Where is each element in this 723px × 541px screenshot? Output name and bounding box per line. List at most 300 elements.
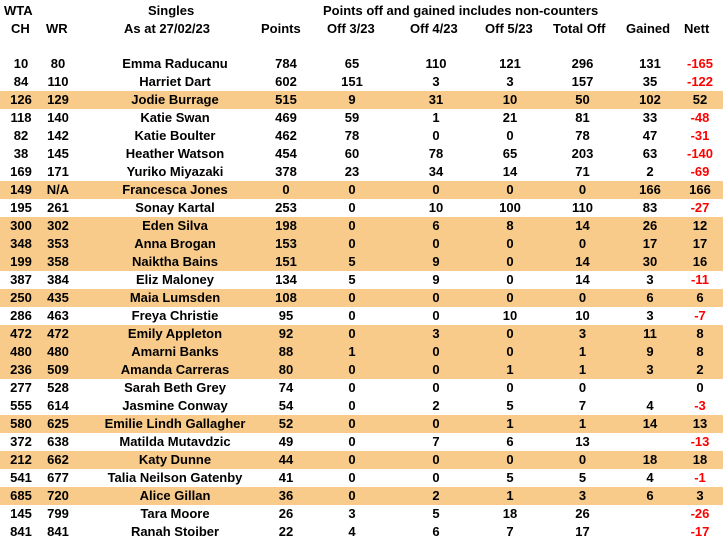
cell-off-5-23: 121 — [499, 56, 521, 71]
cell-player-name: Matilda Mutavdzic — [119, 434, 231, 449]
cell-player-name: Maia Lumsden — [129, 290, 221, 305]
cell-nett: -3 — [694, 398, 706, 413]
cell-wr: 509 — [47, 362, 69, 377]
cell-points: 378 — [275, 164, 297, 179]
cell-wr: 302 — [47, 218, 69, 233]
cell-off-3-23: 1 — [348, 344, 356, 359]
cell-nett: -48 — [690, 110, 710, 125]
cell-off-5-23: 0 — [506, 254, 514, 269]
cell-off-3-23: 60 — [344, 146, 360, 161]
cell-nett: 3 — [696, 488, 704, 503]
cell-off-5-23: 0 — [506, 380, 514, 395]
cell-nett: -69 — [690, 164, 710, 179]
cell-off-4-23: 0 — [432, 470, 440, 485]
cell-wr: 677 — [47, 470, 69, 485]
cell-wr: 638 — [47, 434, 69, 449]
cell-nett: 166 — [689, 182, 711, 197]
table-row — [0, 55, 723, 73]
cell-wr: 80 — [50, 56, 66, 71]
cell-ch: 236 — [10, 362, 32, 377]
cell-nett: -1 — [694, 470, 706, 485]
cell-off-4-23: 31 — [428, 92, 444, 107]
header-total-off: Total Off — [553, 21, 606, 36]
cell-points: 80 — [278, 362, 294, 377]
cell-player-name: Freya Christie — [131, 308, 219, 323]
cell-off-4-23: 0 — [432, 236, 440, 251]
cell-gained — [620, 505, 680, 523]
cell-ch: 145 — [10, 506, 32, 521]
cell-points: 153 — [275, 236, 297, 251]
cell-off-3-23: 0 — [348, 200, 356, 215]
cell-off-5-23: 0 — [506, 128, 514, 143]
cell-ch: 580 — [10, 416, 32, 431]
table-row — [0, 127, 723, 145]
cell-off-3-23: 0 — [348, 452, 356, 467]
cell-player-name: Emma Raducanu — [122, 56, 228, 71]
cell-ch: 82 — [13, 128, 29, 143]
cell-gained: 166 — [639, 182, 661, 197]
cell-player-name: Emily Appleton — [127, 326, 223, 341]
cell-nett: 13 — [692, 416, 708, 431]
cell-off-5-23: 10 — [502, 92, 518, 107]
cell-player-name: Anna Brogan — [134, 236, 216, 251]
cell-points: 22 — [278, 524, 294, 539]
cell-total-off: 7 — [578, 398, 587, 413]
cell-wr: 662 — [47, 452, 69, 467]
cell-total-off: 50 — [575, 92, 590, 107]
cell-nett: 6 — [696, 290, 704, 305]
cell-ch: 195 — [10, 200, 32, 215]
cell-off-3-23: 5 — [348, 272, 356, 287]
cell-points: 95 — [278, 308, 294, 323]
table-row — [0, 91, 723, 109]
cell-wr: 625 — [47, 416, 69, 431]
cell-wr: 140 — [47, 110, 69, 125]
cell-wr: 720 — [47, 488, 69, 503]
cell-off-3-23: 0 — [348, 182, 356, 197]
cell-player-name: Katy Dunne — [138, 452, 212, 467]
cell-total-off: 0 — [578, 182, 587, 197]
cell-player-name: Talia Neilson Gatenby — [107, 470, 243, 485]
cell-points: 151 — [275, 254, 297, 269]
cell-off-3-23: 0 — [348, 416, 356, 431]
cell-off-5-23: 21 — [502, 110, 518, 125]
cell-wr: 841 — [47, 524, 69, 539]
cell-off-4-23: 0 — [432, 362, 440, 377]
cell-total-off: 0 — [578, 380, 587, 395]
cell-ch: 277 — [10, 380, 32, 395]
cell-player-name: Alice Gillan — [139, 488, 211, 503]
cell-wr: 799 — [47, 506, 69, 521]
cell-nett: 2 — [696, 362, 704, 377]
cell-player-name: Eden Silva — [142, 218, 208, 233]
cell-total-off: 0 — [578, 236, 587, 251]
cell-total-off: 14 — [575, 272, 590, 287]
cell-off-5-23: 0 — [506, 182, 514, 197]
cell-nett: -140 — [686, 146, 714, 161]
cell-gained: 6 — [646, 488, 654, 503]
cell-off-5-23: 8 — [506, 218, 514, 233]
cell-off-3-23: 0 — [348, 398, 356, 413]
cell-gained: 63 — [642, 146, 658, 161]
cell-off-5-23: 65 — [502, 146, 518, 161]
cell-player-name: Tara Moore — [140, 506, 210, 521]
cell-player-name: Ranah Stoiber — [130, 524, 220, 539]
table-row — [0, 163, 723, 181]
cell-points: 54 — [278, 398, 294, 413]
cell-off-3-23: 59 — [344, 110, 360, 125]
cell-player-name: Amanda Carreras — [120, 362, 230, 377]
cell-ch: 300 — [10, 218, 32, 233]
cell-off-4-23: 1 — [432, 110, 440, 125]
table-row — [0, 325, 723, 343]
table-row — [0, 361, 723, 379]
table-row — [0, 451, 723, 469]
cell-off-4-23: 6 — [432, 524, 440, 539]
cell-gained — [620, 523, 680, 541]
cell-off-3-23: 0 — [348, 290, 356, 305]
cell-off-4-23: 0 — [432, 128, 440, 143]
cell-off-3-23: 0 — [348, 380, 356, 395]
table-row — [0, 253, 723, 271]
cell-points: 454 — [275, 146, 297, 161]
table-row — [0, 235, 723, 253]
cell-nett: 0 — [696, 380, 704, 395]
table-row — [0, 379, 723, 397]
cell-off-4-23: 0 — [432, 344, 440, 359]
cell-nett: -17 — [690, 524, 710, 539]
cell-wr: 528 — [47, 380, 69, 395]
cell-points: 602 — [275, 74, 297, 89]
cell-points: 88 — [278, 344, 294, 359]
cell-off-3-23: 3 — [348, 506, 356, 521]
cell-total-off: 14 — [575, 254, 590, 269]
cell-off-4-23: 0 — [432, 182, 440, 197]
cell-off-4-23: 9 — [432, 272, 440, 287]
cell-total-off: 10 — [575, 308, 590, 323]
cell-nett: 12 — [692, 218, 708, 233]
cell-points: 0 — [282, 182, 290, 197]
cell-player-name: Naiktha Bains — [132, 254, 218, 269]
cell-wr: 480 — [47, 344, 69, 359]
header-points: Points — [261, 21, 301, 36]
cell-gained: 2 — [646, 164, 654, 179]
cell-off-5-23: 0 — [506, 290, 514, 305]
cell-points: 108 — [275, 290, 297, 305]
cell-total-off: 78 — [575, 128, 590, 143]
cell-ch: 555 — [10, 398, 32, 413]
cell-off-5-23: 0 — [506, 326, 514, 341]
cell-points: 92 — [278, 326, 294, 341]
header-ch: CH — [11, 21, 30, 36]
cell-total-off: 71 — [575, 164, 590, 179]
cell-gained: 14 — [642, 416, 658, 431]
cell-off-3-23: 4 — [348, 524, 356, 539]
cell-points: 41 — [278, 470, 294, 485]
cell-gained: 30 — [642, 254, 658, 269]
header-wr: WR — [46, 21, 68, 36]
cell-off-3-23: 0 — [348, 434, 356, 449]
cell-points: 49 — [278, 434, 294, 449]
cell-off-3-23: 0 — [348, 308, 356, 323]
table-row — [0, 397, 723, 415]
cell-ch: 348 — [10, 236, 32, 251]
cell-ch: 84 — [13, 74, 29, 89]
cell-nett: 16 — [692, 254, 708, 269]
cell-ch: 38 — [13, 146, 29, 161]
cell-ch: 10 — [13, 56, 29, 71]
cell-off-5-23: 10 — [502, 308, 518, 323]
cell-points: 784 — [275, 56, 297, 71]
cell-gained: 3 — [646, 272, 654, 287]
cell-off-4-23: 3 — [432, 74, 440, 89]
cell-total-off: 296 — [571, 56, 594, 71]
cell-off-5-23: 100 — [499, 200, 521, 215]
header-gained: Gained — [626, 21, 671, 36]
cell-points: 52 — [278, 416, 294, 431]
cell-gained: 17 — [642, 236, 658, 251]
cell-off-3-23: 0 — [348, 488, 356, 503]
cell-wr: 261 — [47, 200, 69, 215]
header-off-3-23: Off 3/23 — [327, 21, 375, 36]
cell-wr: 472 — [47, 326, 69, 341]
cell-off-5-23: 1 — [506, 416, 514, 431]
cell-ch: 199 — [10, 254, 32, 269]
table-row — [0, 109, 723, 127]
cell-wr: 129 — [47, 92, 69, 107]
cell-total-off: 0 — [578, 452, 587, 467]
cell-off-5-23: 14 — [502, 164, 518, 179]
cell-nett: 18 — [692, 452, 708, 467]
cell-total-off: 1 — [578, 362, 587, 377]
cell-off-3-23: 9 — [348, 92, 356, 107]
cell-nett: 17 — [692, 236, 708, 251]
table-row — [0, 487, 723, 505]
cell-total-off: 17 — [575, 524, 590, 539]
cell-nett: 52 — [692, 92, 708, 107]
cell-player-name: Amarni Banks — [131, 344, 219, 359]
cell-total-off: 1 — [578, 416, 587, 431]
cell-off-4-23: 110 — [425, 56, 447, 71]
cell-ch: 685 — [10, 488, 32, 503]
header-off-4-23: Off 4/23 — [410, 21, 458, 36]
cell-gained: 4 — [646, 398, 654, 413]
cell-nett: -31 — [690, 128, 710, 143]
cell-off-4-23: 3 — [432, 326, 440, 341]
cell-off-5-23: 0 — [506, 344, 514, 359]
cell-points: 26 — [278, 506, 294, 521]
cell-off-5-23: 3 — [506, 74, 514, 89]
cell-off-4-23: 2 — [432, 488, 440, 503]
cell-wr: 614 — [47, 398, 69, 413]
cell-off-5-23: 0 — [506, 236, 514, 251]
cell-total-off: 13 — [575, 434, 590, 449]
cell-gained: 35 — [642, 74, 658, 89]
cell-player-name: Francesca Jones — [122, 182, 228, 197]
table-row — [0, 271, 723, 289]
cell-off-4-23: 0 — [432, 308, 440, 323]
cell-nett: -11 — [690, 272, 710, 287]
cell-nett: 8 — [696, 326, 704, 341]
cell-player-name: Katie Boulter — [134, 128, 216, 143]
cell-nett: -7 — [694, 308, 706, 323]
table-row — [0, 343, 723, 361]
cell-gained: 83 — [642, 200, 658, 215]
cell-off-4-23: 0 — [432, 290, 440, 305]
cell-gained — [620, 433, 680, 451]
cell-total-off: 157 — [571, 74, 594, 89]
cell-gained: 18 — [642, 452, 658, 467]
cell-off-3-23: 78 — [344, 128, 360, 143]
cell-ch: 126 — [10, 92, 32, 107]
cell-gained: 33 — [642, 110, 658, 125]
cell-off-3-23: 23 — [344, 164, 360, 179]
cell-total-off: 26 — [575, 506, 590, 521]
cell-points: 253 — [275, 200, 297, 215]
cell-ch: 372 — [10, 434, 32, 449]
cell-gained: 3 — [646, 308, 654, 323]
cell-player-name: Eliz Maloney — [135, 272, 215, 287]
cell-nett: -27 — [690, 200, 710, 215]
cell-ch: 212 — [10, 452, 32, 467]
cell-points: 198 — [275, 218, 297, 233]
cell-gained: 11 — [643, 326, 657, 341]
table-row — [0, 307, 723, 325]
cell-off-4-23: 78 — [428, 146, 444, 161]
cell-off-3-23: 0 — [348, 326, 356, 341]
table-row — [0, 469, 723, 487]
cell-player-name: Heather Watson — [125, 146, 225, 161]
cell-player-name: Harriet Dart — [139, 74, 211, 89]
cell-off-5-23: 5 — [506, 470, 514, 485]
cell-total-off: 5 — [578, 470, 587, 485]
cell-gained — [620, 379, 680, 397]
cell-total-off: 0 — [578, 290, 587, 305]
cell-off-4-23: 0 — [432, 452, 440, 467]
cell-ch: 841 — [10, 524, 32, 539]
cell-player-name: Yuriko Miyazaki — [126, 164, 224, 179]
cell-points: 462 — [275, 128, 297, 143]
cell-gained: 131 — [639, 56, 661, 71]
cell-off-4-23: 7 — [432, 434, 440, 449]
cell-off-3-23: 0 — [348, 236, 356, 251]
cell-off-3-23: 5 — [348, 254, 356, 269]
cell-nett: -26 — [690, 506, 710, 521]
cell-nett: 8 — [696, 344, 704, 359]
cell-ch: 541 — [10, 470, 32, 485]
cell-player-name: Jasmine Conway — [122, 398, 228, 413]
cell-total-off: 110 — [572, 200, 593, 215]
header-as-at: As at 27/02/23 — [124, 21, 211, 36]
cell-wr: 353 — [47, 236, 69, 251]
cell-wr: 110 — [47, 74, 69, 89]
cell-total-off: 3 — [578, 326, 587, 341]
cell-off-5-23: 1 — [506, 362, 514, 377]
table-row — [0, 433, 723, 451]
cell-off-4-23: 6 — [432, 218, 440, 233]
header-note: Points off and gained includes non-counters — [323, 3, 599, 18]
cell-off-3-23: 151 — [341, 74, 363, 89]
cell-wr: 384 — [47, 272, 69, 287]
cell-off-3-23: 65 — [344, 56, 360, 71]
cell-points: 36 — [278, 488, 294, 503]
cell-points: 134 — [275, 272, 297, 287]
cell-wr: 358 — [47, 254, 69, 269]
cell-ch: 149 — [10, 182, 32, 197]
cell-wr: 463 — [47, 308, 69, 323]
cell-ch: 118 — [10, 110, 32, 125]
cell-total-off: 3 — [578, 488, 587, 503]
cell-ch: 169 — [10, 164, 32, 179]
cell-gained: 4 — [646, 470, 654, 485]
cell-ch: 250 — [10, 290, 32, 305]
cell-gained: 47 — [642, 128, 658, 143]
cell-points: 515 — [275, 92, 297, 107]
cell-points: 74 — [278, 380, 294, 395]
table-row — [0, 505, 723, 523]
cell-ch: 472 — [10, 326, 32, 341]
cell-player-name: Emilie Lindh Gallagher — [104, 416, 246, 431]
cell-off-4-23: 34 — [428, 164, 444, 179]
cell-off-5-23: 0 — [506, 272, 514, 287]
cell-gained: 9 — [646, 344, 654, 359]
cell-off-5-23: 5 — [506, 398, 514, 413]
cell-nett: -13 — [690, 434, 710, 449]
cell-total-off: 203 — [571, 146, 594, 161]
table-row — [0, 145, 723, 163]
cell-off-5-23: 0 — [506, 452, 514, 467]
cell-nett: -165 — [686, 56, 714, 71]
table-row — [0, 415, 723, 433]
cell-off-4-23: 0 — [432, 416, 440, 431]
cell-total-off: 1 — [578, 344, 587, 359]
table-row — [0, 523, 723, 541]
table-row — [0, 73, 723, 91]
cell-gained: 6 — [646, 290, 654, 305]
cell-ch: 286 — [10, 308, 32, 323]
cell-off-5-23: 7 — [506, 524, 514, 539]
cell-wr: 435 — [47, 290, 69, 305]
table-row — [0, 181, 723, 199]
cell-off-4-23: 9 — [432, 254, 440, 269]
cell-off-5-23: 6 — [506, 434, 514, 449]
cell-off-4-23: 5 — [432, 506, 440, 521]
cell-total-off: 14 — [575, 218, 590, 233]
cell-off-4-23: 10 — [428, 200, 444, 215]
cell-off-5-23: 18 — [502, 506, 518, 521]
cell-gained: 3 — [646, 362, 654, 377]
table-row — [0, 199, 723, 217]
cell-total-off: 81 — [575, 110, 590, 125]
cell-player-name: Sonay Kartal — [135, 200, 215, 215]
cell-points: 44 — [278, 452, 294, 467]
table-row — [0, 217, 723, 235]
cell-player-name: Katie Swan — [140, 110, 210, 125]
cell-ch: 387 — [10, 272, 32, 287]
cell-wr: N/A — [46, 182, 70, 197]
table-row — [0, 289, 723, 307]
cell-wr: 145 — [47, 146, 69, 161]
cell-ch: 480 — [10, 344, 32, 359]
cell-off-3-23: 0 — [348, 362, 356, 377]
cell-gained: 26 — [642, 218, 658, 233]
cell-off-3-23: 0 — [348, 218, 356, 233]
cell-player-name: Sarah Beth Grey — [124, 380, 226, 395]
header-wta: WTA — [4, 3, 33, 18]
header-singles: Singles — [148, 3, 195, 18]
cell-wr: 142 — [47, 128, 69, 143]
cell-gained: 102 — [639, 92, 661, 107]
